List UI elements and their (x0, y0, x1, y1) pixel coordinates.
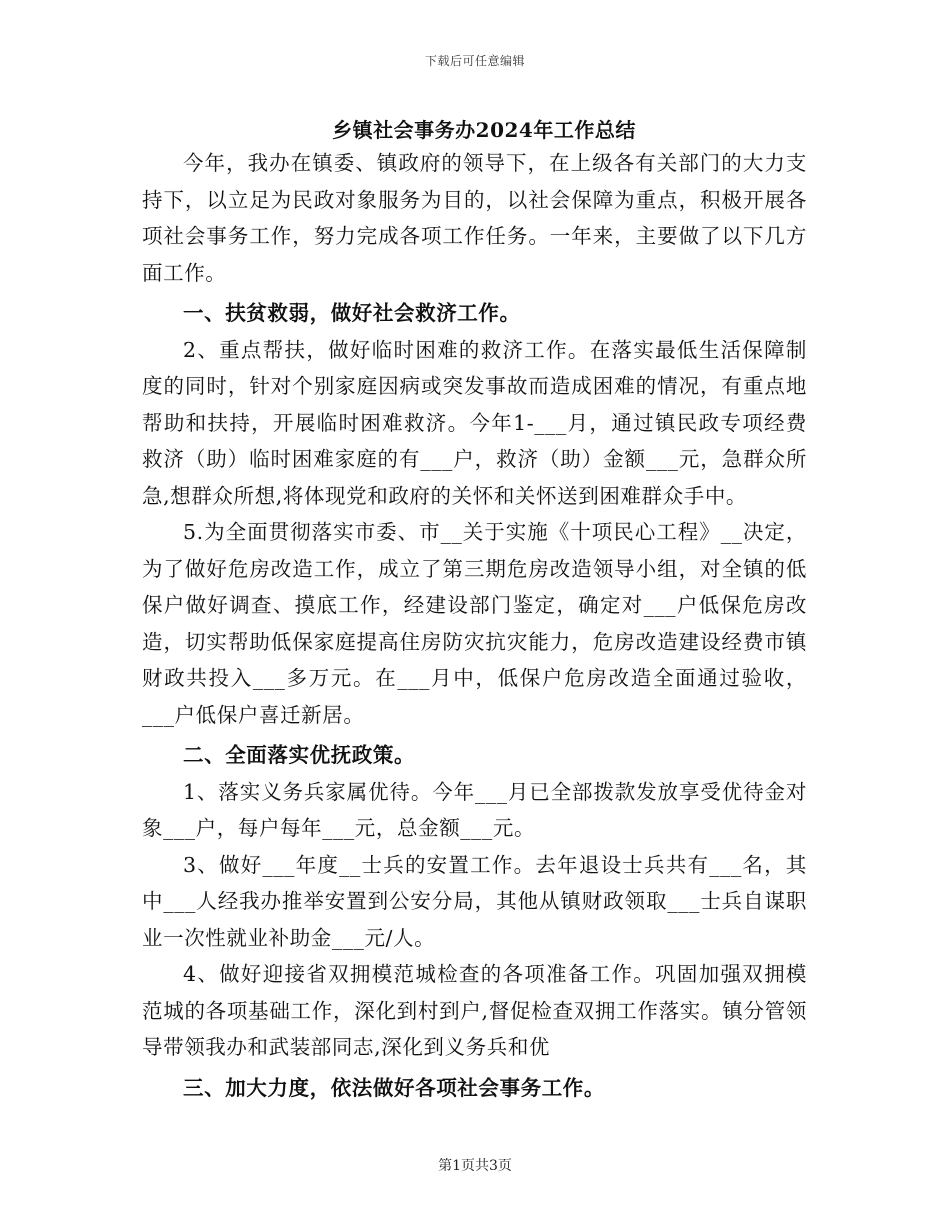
section-heading-2: 二、全面落实优抚政策。 (183, 743, 416, 767)
section-heading-3: 三、加大力度，依法做好各项社会事务工作。 (183, 1075, 605, 1100)
intro-paragraph: 今年，我办在镇委、镇政府的领导下，在上级各有关部门的大力支持下，以立足为民政对象服务为目的，以社会保障为重点，积极开展各项社会事务工作，努力完成各项工作任务。一年来，主要做了以下几方面工作。 (142, 151, 807, 285)
paragraph-conscript-benefits: 1、落实义务兵家属优待。今年___月已全部拨款发放享受优待金对象___户，每户每年___元，总金额___元。 (142, 779, 807, 840)
paragraph-temporary-relief: 2、重点帮扶，做好临时困难的救济工作。在落实最低生活保障制度的同时，针对个别家庭因病或突发事故而造成困难的情况，有重点地帮助和扶持，开展临时困难救济。今年1-___月，通过镇民政专项经费救济（助）临时困难家庭的有___户，救济（助）金额___元，急群众所急,想群众所想,将体现党和政府的关怀和关怀送到困难群众手中。 (142, 337, 807, 508)
document-title: 乡镇社会事务办2024年工作总结 (332, 118, 636, 142)
section-heading-1: 一、扶贫救弱，做好社会救济工作。 (183, 301, 521, 325)
header-note: 下载后可任意编辑 (424, 54, 525, 68)
paragraph-soldier-placement: 3、做好___年度__士兵的安置工作。去年退设士兵共有___名，其中___人经我办推举安置到公安分局，其他从镇财政领取___士兵自谋职业一次性就业补助金___元/人。 (142, 852, 807, 950)
paragraph-model-city-inspection: 4、做好迎接省双拥模范城检查的各项准备工作。巩固加强双拥模范城的各项基础工作，深化到村到户,督促检查双拥工作落实。镇分管领导带领我办和武装部同志,深化到义务兵和优 (142, 962, 807, 1059)
paragraph-housing-renovation: 5.为全面贯彻落实市委、市__关于实施《十项民心工程》__决定，为了做好危房改造工作，成立了第三期危房改造领导小组，对全镇的低保户做好调查、摸底工作，经建设部门鉴定，确定对___户低保危房改造，切实帮助低保家庭提高住房防灾抗灾能力，危房改造建设经费市镇财政共投入___多万元。在___月中，低保户危房改造全面通过验收，___户低保户喜迁新居。 (142, 520, 807, 727)
page-number: 第1页共3页 (438, 1158, 512, 1174)
document-body (142, 145, 807, 1106)
